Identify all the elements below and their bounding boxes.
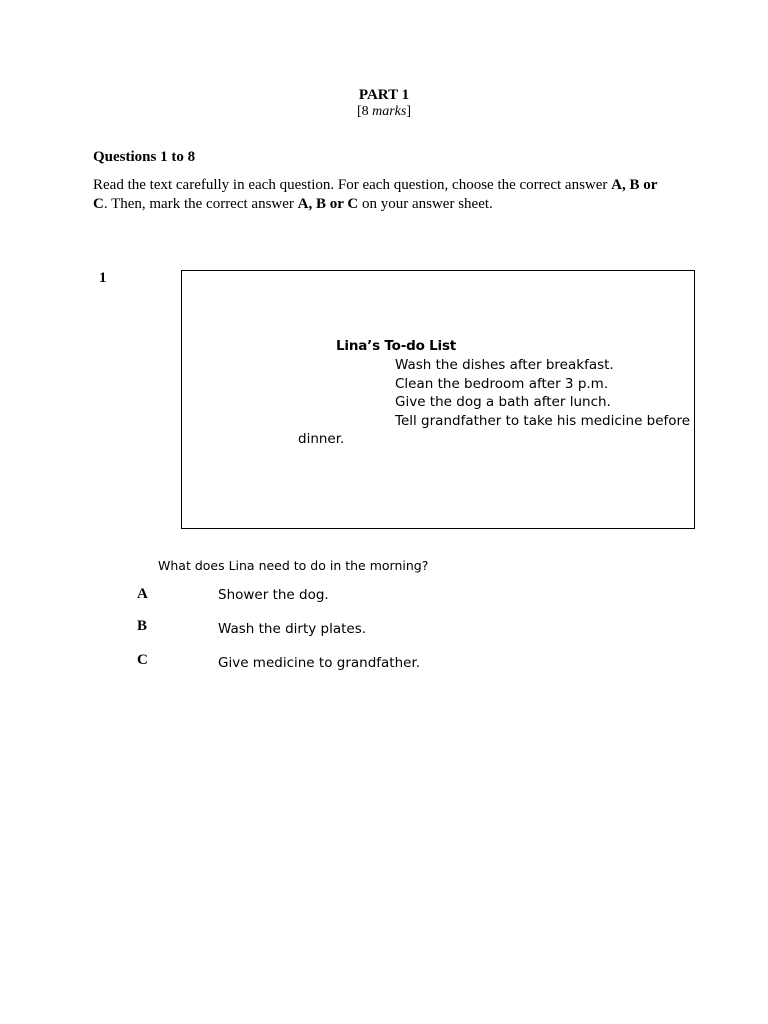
todo-list-title: Lina’s To-do List (336, 338, 457, 354)
todo-item: Clean the bedroom after 3 p.m. (395, 376, 609, 392)
page-title: PART 1 (358, 87, 410, 103)
marks-open: [8 (356, 104, 373, 119)
option-b-letter[interactable]: B (137, 618, 148, 634)
marks-label (0, 104, 768, 120)
todo-item: Tell grandfather to take his medicine before (395, 413, 691, 429)
todo-item-continuation: dinner. (298, 431, 345, 447)
instructions (93, 176, 673, 214)
option-a-text[interactable]: Shower the dog. (218, 587, 329, 603)
question-range-heading: Questions 1 to 8 (93, 149, 196, 165)
instructions-part-3: on your answer sheet. (358, 196, 493, 212)
instructions-part-2: . Then, mark the correct answer (103, 196, 298, 212)
marks-italic: marks (372, 104, 407, 119)
option-c-letter[interactable]: C (137, 652, 148, 668)
instructions-answer-choices-2: A, B or C (297, 196, 359, 212)
option-c-text[interactable]: Give medicine to grandfather. (218, 655, 421, 671)
todo-item: Give the dog a bath after lunch. (395, 394, 611, 410)
instructions-part-1: Read the text carefully in each question. For each question, choose the correct answer (93, 177, 612, 193)
question-number: 1 (99, 270, 107, 286)
instructions-answer-choices: A, B or C (93, 177, 658, 212)
todo-item: Wash the dishes after breakfast. (395, 357, 614, 373)
question-prompt: What does Lina need to do in the morning? (158, 558, 429, 573)
option-a-letter[interactable]: A (137, 586, 148, 602)
marks-close: ] (406, 104, 412, 119)
option-b-text[interactable]: Wash the dirty plates. (218, 621, 367, 637)
